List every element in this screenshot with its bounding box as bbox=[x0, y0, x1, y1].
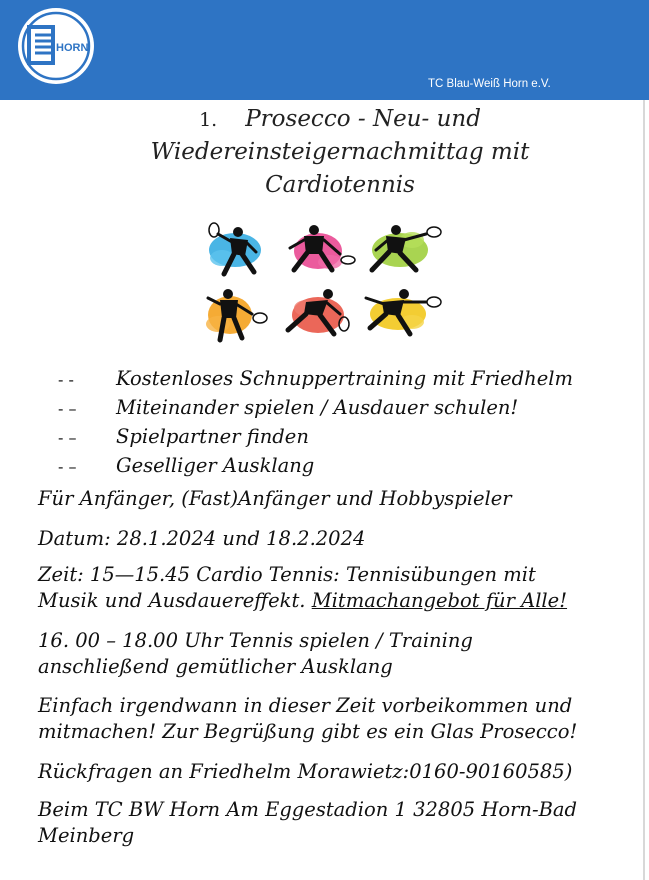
list-item bbox=[58, 422, 573, 451]
list-item bbox=[58, 393, 573, 422]
location-text bbox=[38, 797, 577, 849]
list-item bbox=[58, 364, 573, 393]
invitation-line-1: Einfach irgendwann in dieser Zeit vorbeikommen und bbox=[38, 694, 573, 717]
list-item-text: Geselliger Ausklang bbox=[116, 454, 315, 477]
list-dash: - – bbox=[58, 428, 77, 447]
list-dash: - – bbox=[58, 399, 77, 418]
title-number: 1. bbox=[199, 109, 218, 131]
feature-list bbox=[58, 364, 573, 480]
location-line-2: Meinberg bbox=[38, 824, 135, 847]
date-line: Datum: 28.1.2024 und 18.2.2024 bbox=[38, 527, 366, 550]
training-schedule bbox=[38, 628, 473, 680]
cardio-schedule bbox=[38, 562, 567, 614]
invitation-text bbox=[38, 693, 577, 745]
invitation-line-2: mitmachen! Zur Begrüßung gibt es ein Glas Prosecco! bbox=[38, 720, 578, 743]
cardio-line-1: Zeit: 15—15.45 Cardio Tennis: Tennisübungen mit bbox=[38, 563, 536, 586]
title-line-2: Wiedereinsteigernachmittag mit bbox=[150, 139, 530, 165]
title-text-1: Prosecco - Neu- und bbox=[245, 106, 481, 132]
title-line-3: Cardiotennis bbox=[265, 172, 415, 198]
list-dash: - – bbox=[58, 457, 77, 476]
title-line-1 bbox=[110, 104, 570, 135]
cardio-offer: Mitmachangebot für Alle! bbox=[311, 589, 568, 612]
contact-line: Rückfragen an Friedhelm Morawietz:0160-90160585) bbox=[38, 760, 573, 783]
club-name: TC Blau-Weiß Horn e.V. bbox=[428, 78, 551, 90]
cardio-line-2 bbox=[38, 588, 567, 614]
cardio-text: Musik und Ausdauereffekt. bbox=[38, 589, 312, 612]
list-item bbox=[58, 451, 573, 480]
list-item-text: Kostenloses Schnuppertraining mit Friedhelm bbox=[116, 367, 573, 390]
location-line-1: Beim TC BW Horn Am Eggestadion 1 32805 Horn-Bad bbox=[38, 798, 578, 821]
header-bar bbox=[0, 0, 649, 100]
page-edge-divider bbox=[643, 100, 645, 880]
club-logo bbox=[16, 6, 96, 86]
training-line-2: anschließend gemütlicher Ausklang bbox=[38, 655, 393, 678]
tennis-players-illustration bbox=[190, 218, 450, 348]
list-item-text: Miteinander spielen / Ausdauer schulen! bbox=[116, 396, 519, 419]
list-dash: - - bbox=[58, 370, 74, 389]
list-item-text: Spielpartner finden bbox=[116, 425, 309, 448]
logo-text: HORN bbox=[56, 42, 89, 54]
audience-line: Für Anfänger, (Fast)Anfänger und Hobbyspieler bbox=[38, 487, 512, 510]
training-line-1: 16. 00 – 18.00 Uhr Tennis spielen / Training bbox=[38, 629, 473, 652]
